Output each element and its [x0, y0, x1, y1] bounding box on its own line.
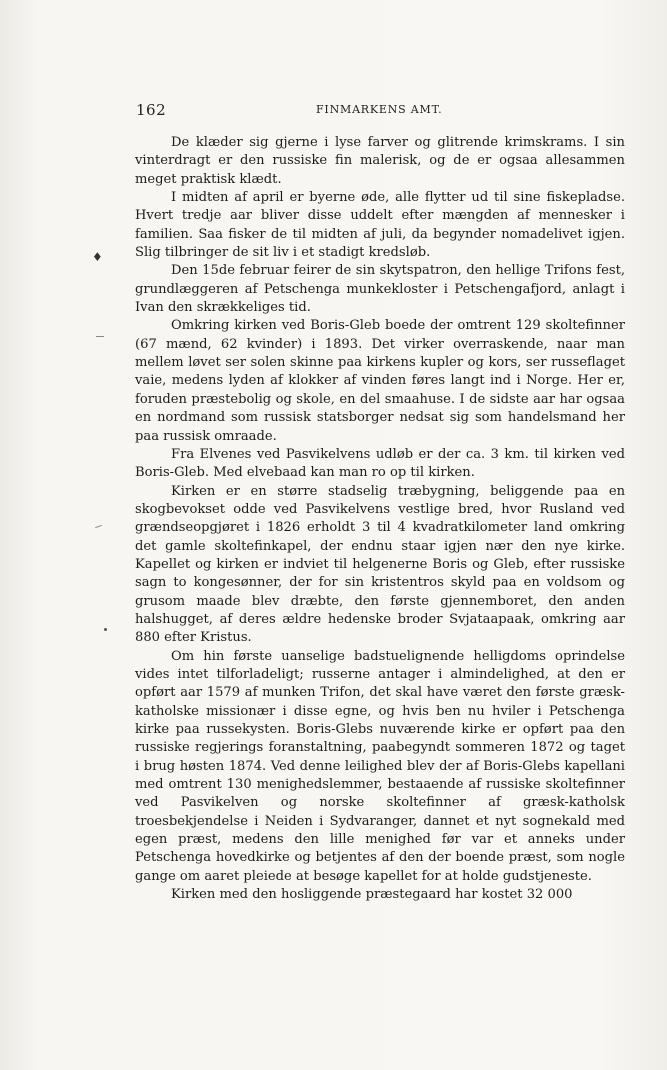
- margin-mark: [104, 628, 107, 631]
- margin-mark: [95, 525, 102, 528]
- paragraph: De klæder sig gjerne i lyse farver og glitrende krimskrams. I sin vinterdragt er den russiske fin malerisk, og de er ogsaa allesammen meget praktisk klædt.: [135, 135, 625, 187]
- paragraph: Fra Elvenes ved Pasvikelvens udløb er der ca. 3 km. til kirken ved Boris-Gleb. Med elvebaad kan man ro op til kirken.: [135, 446, 625, 481]
- margin-mark: [96, 336, 104, 337]
- paragraph: Den 15de februar feirer de sin skytspatron, den hellige Trifons fest, grundlæggeren af Petschenga munkekloster i Petschengafjord, anlagt i Ivan den skrækkeliges tid.: [135, 263, 625, 316]
- body-text: [135, 134, 625, 904]
- page-number: 162: [136, 101, 167, 119]
- page-header: [136, 101, 626, 121]
- paragraph: Kirken med den hosliggende præstegaard har kostet 32 000: [171, 887, 573, 903]
- paragraph: I midten af april er byerne øde, alle flytter ud til sine fiskepladse. Hvert tredje aar bliver disse uddelt efter mængden af mennesker i familien. Saa fisker de til midten af juli, da begynder nomadelivet igjen. Slig tilbringer de sit liv i et stadigt kredsløb.: [135, 190, 625, 261]
- paragraph: Omkring kirken ved Boris-Gleb boede der omtrent 129 skoltefinner (67 mænd, 62 kvinder) i 1893. Det virker overraskende, naar man mellem løvet ser solen skinne paa kirkens kupler og kors, ser russeflaget vaie, medens lyden af klokker af vinden føres langt ind i Norge. Her er, foruden præstebolig og skole, en del smaahuse. I de sidste aar har ogsaa en nordmand som russisk statsborger nedsat sig som handelsmand her paa russisk omraade.: [135, 318, 625, 444]
- paragraph: Om hin første uanselige badstuelignende helligdoms oprindelse vides intet tilforladeligt; russerne antager i almindelighed, at den er opført aar 1579 af munken Trifon, det skal have været den første græsk-katholske missionær i disse egne, og hvis ben nu hviler i Petschenga kirke paa russekysten. Boris-Glebs nuværende kirke er opført paa den russiske regjerings foranstaltning, paabegyndt sommeren 1872 og taget i brug høsten 1874. Ved denne leilighed blev der af Boris-Glebs kapellani med omtrent 130 menighedslemmer, bestaaende af russiske skoltefinner ved Pasvikelven og norske skoltefinner af græsk-katholsk troesbekjendelse i Neiden i Sydvaranger, dannet et nyt sognekald med egen præst, medens den lille menighed før var et anneks under Petschenga hovedkirke og betjentes af den der boende præst, som nogle gange om aaret pleiede at besøge kapellet for at holde gudstjeneste.: [135, 648, 625, 884]
- margin-mark: ♦: [92, 250, 103, 264]
- paragraph: Kirken er en større stadselig træbygning, beliggende paa en skogbevokset odde ved Pasvikelvens vestlige bred, hvor Rusland ved grændseopgjøret i 1826 erholdt 3 til 4 kvadratkilometer land omkring det gamle skoltefinkapel, der endnu staar igjen nær den nye kirke. Kapellet og kirken er indviet til helgenerne Boris og Gleb, efter russiske sagn to kongesønner, der for sin kristentros skyld paa en voldsom og grusom maade blev dræbte, den første gjennemboret, den anden halshugget, af deres ældre hedenske broder Svjataapaak, omkring aar 880 efter Kristus.: [135, 483, 625, 646]
- running-title: FINMARKENS AMT.: [316, 103, 443, 116]
